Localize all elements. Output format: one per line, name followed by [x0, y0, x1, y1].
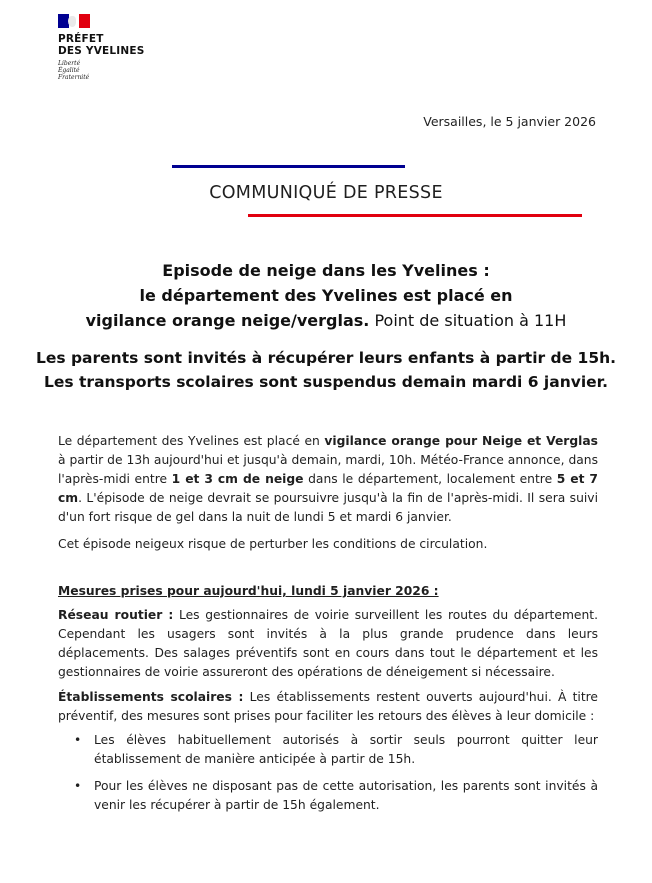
alert-message: Les parents sont invités à récupérer leurs enfants à partir de 15h. Les transports scolaires sont suspendus demain mardi 6 janvier. — [35, 349, 617, 391]
prefecture-logo — [58, 14, 145, 81]
paragraph-circulation: Cet épisode neigeux risque de perturber les conditions de circulation. — [58, 537, 488, 551]
paragraph-schools: Établissements scolaires : Les établissements restent ouverts aujourd'hui. À titre préventif, des mesures sont prises pour faciliter les retours des élèves à leur domicile : — [58, 690, 598, 723]
section-title-measures: Mesures prises pour aujourd'hui, lundi 5 janvier 2026 : — [58, 584, 439, 598]
list-item: • Pour les élèves ne disposant pas de cette autorisation, les parents sont invités à venir les récupérer à partir de 15h également. — [74, 779, 598, 812]
document-title: COMMUNIQUÉ DE PRESSE — [209, 183, 443, 203]
authority-name: PRÉFET DES YVELINES — [58, 33, 145, 57]
title-rule-top — [172, 165, 405, 168]
paragraph-vigilance: Le département des Yvelines est placé en vigilance orange pour Neige et Verglas à partir de 13h aujourd'hui et jusqu'à demain, mardi, 10h. Météo-France annonce, dans l'après-midi entre 1 et 3 cm de neige dans le département, localement entre 5 et 7 cm. L'épisode de neige devrait se poursuivre jusqu'à la fin de l'après-midi. Il sera suivi d'un fort risque de gel dans la nuit de lundi 5 et mardi 6 janvier. — [58, 434, 598, 524]
dateline: Versailles, le 5 janvier 2026 — [423, 114, 596, 129]
headline: Episode de neige dans les Yvelines : le département des Yvelines est placé en vigilance orange neige/verglas. Point de situation à 11H — [85, 261, 567, 330]
bullet-icon: • — [74, 779, 82, 793]
republic-motto: Liberté Égalité Fraternité — [58, 60, 90, 81]
title-rule-bottom — [248, 214, 582, 217]
body-text — [58, 432, 598, 823]
list-item: • Les élèves habituellement autorisés à sortir seuls pourront quitter leur établissement de manière anticipée à partir de 15h. — [74, 733, 598, 766]
measures-list — [58, 731, 598, 815]
marianne-flag-icon — [58, 14, 90, 28]
paragraph-road-network: Réseau routier : Les gestionnaires de voirie surveillent les routes du département. Cependant les usagers sont invités à la plus grande prudence dans leurs déplacements. Des salages préventifs sont en cours dans tout le département et les gestionnaires de voirie assureront des opérations de déneigement si nécessaire. — [58, 608, 599, 679]
bullet-icon: • — [74, 733, 82, 747]
